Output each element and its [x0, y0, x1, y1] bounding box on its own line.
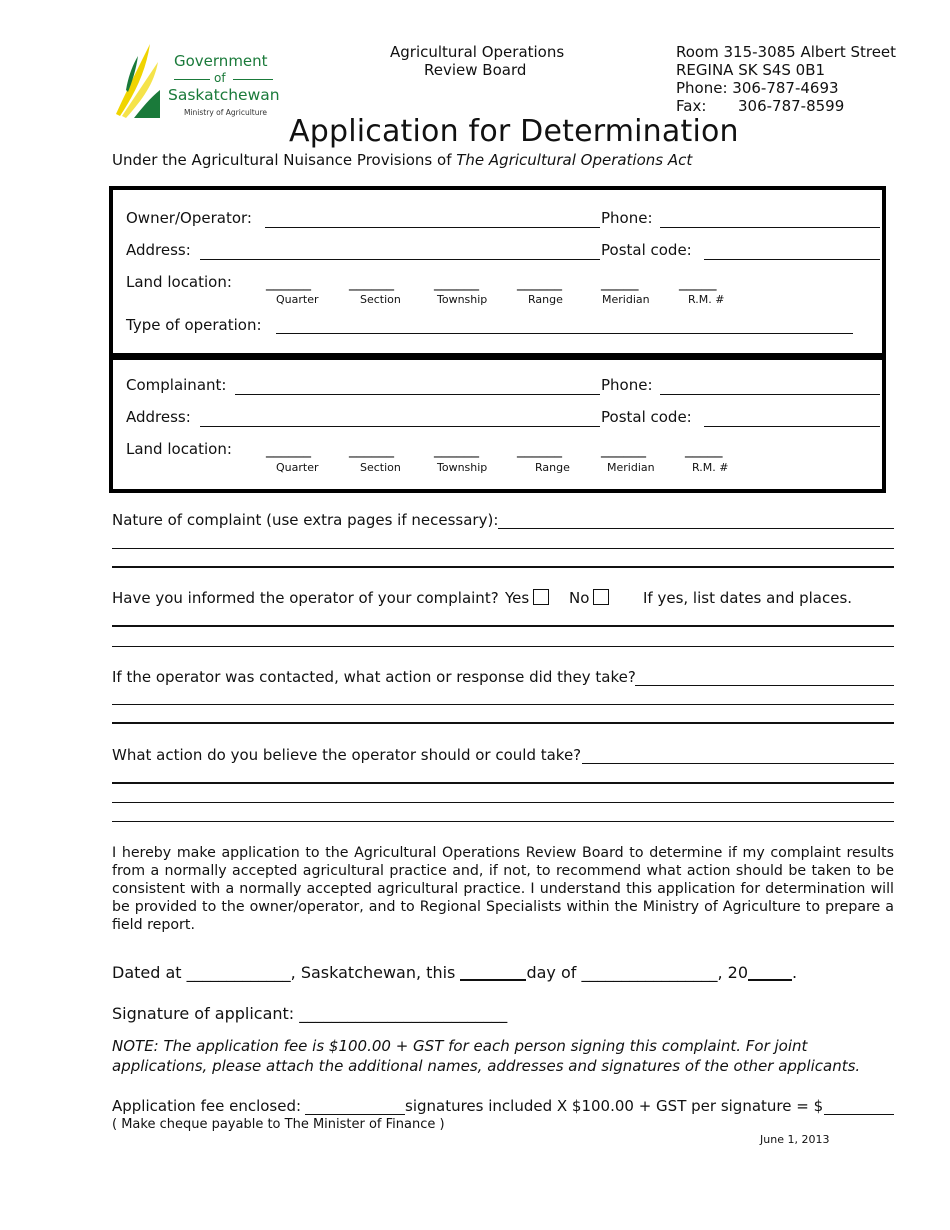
- signature-label: Signature of applicant:: [112, 1004, 295, 1023]
- owner-township-label: Township: [437, 293, 488, 306]
- owner-phone-label: Phone:: [601, 209, 653, 227]
- owner-section-input[interactable]: ______: [349, 273, 394, 291]
- dated-prefix: Dated at: [112, 963, 182, 982]
- dated-place-input[interactable]: _____________: [186, 963, 291, 982]
- response-input-line2[interactable]: [112, 704, 894, 705]
- revision-date: June 1, 2013: [760, 1133, 830, 1146]
- address-line1: Room 315-3085 Albert Street: [676, 43, 897, 61]
- fee-amount-input[interactable]: [305, 1114, 405, 1115]
- declaration-text: I hereby make application to the Agricultural Operations Review Board to determine if my complaint results from a normally accepted agricultural practice and, if not, to recommend what action should be taken to be consistent with a normally accepted agricultural practice. I understand this application for determination will be provided to the owner/operator, and to Regional Specialists within the Ministry of Agriculture to prepare a field report.: [112, 845, 894, 933]
- complainant-postal-input[interactable]: [704, 426, 880, 427]
- question-nature-of-complaint: Nature of complaint (use extra pages if necessary):: [112, 511, 499, 529]
- complainant-meridian-input[interactable]: ______: [601, 440, 646, 458]
- cheque-note: ( Make cheque payable to The Minister of Finance ): [112, 1117, 445, 1132]
- board-name-line1: Agricultural Operations: [390, 43, 565, 61]
- phone-number: Phone: 306-787-4693: [676, 79, 839, 97]
- owner-meridian-input[interactable]: _____: [601, 273, 639, 291]
- dated-line: [112, 963, 797, 982]
- owner-address-input[interactable]: [200, 259, 600, 260]
- fax-label: Fax:: [676, 97, 707, 115]
- subtitle-act: The Agricultural Operations Act: [456, 151, 693, 169]
- no-option[interactable]: [569, 589, 609, 607]
- complainant-rm-label: R.M. #: [692, 461, 729, 474]
- dated-day-of: day of: [526, 963, 577, 982]
- complainant-section-input[interactable]: ______: [349, 440, 394, 458]
- response-input-line1[interactable]: [635, 685, 894, 686]
- response-input-line3[interactable]: [112, 722, 894, 724]
- complainant-quarter-label: Quarter: [276, 461, 319, 474]
- no-checkbox[interactable]: [593, 589, 609, 605]
- yes-option[interactable]: [505, 589, 549, 607]
- complainant-phone-input[interactable]: [660, 394, 880, 395]
- address-line2: REGINA SK S4S 0B1: [676, 61, 826, 79]
- dated-saskatchewan: , Saskatchewan, this: [290, 963, 456, 982]
- action-input-line2[interactable]: [112, 782, 894, 784]
- owner-postal-label: Postal code:: [601, 241, 692, 259]
- owner-rm-input[interactable]: _____: [679, 273, 717, 291]
- logo-of: of: [214, 71, 226, 85]
- dates-input-line1[interactable]: [112, 625, 894, 627]
- action-input-line4[interactable]: [112, 821, 894, 822]
- complainant-township-label: Township: [437, 461, 488, 474]
- logo-divider-right: [233, 79, 273, 80]
- logo-government: Government: [174, 52, 268, 70]
- signature-input[interactable]: __________________________: [299, 1004, 508, 1023]
- complaint-input-line3[interactable]: [112, 566, 894, 568]
- dated-period: .: [792, 963, 798, 982]
- signature-line: [112, 1004, 507, 1023]
- complainant-phone-label: Phone:: [601, 376, 653, 394]
- complainant-range-label: Range: [535, 461, 570, 474]
- logo-saskatchewan: Saskatchewan: [168, 86, 280, 104]
- complainant-land-label: Land location:: [126, 440, 232, 458]
- fee-total-input[interactable]: [824, 1114, 894, 1115]
- owner-meridian-label: Meridian: [602, 293, 650, 306]
- complaint-input-line2[interactable]: [112, 548, 894, 549]
- complainant-range-input[interactable]: ______: [517, 440, 562, 458]
- action-input-line3[interactable]: [112, 802, 894, 803]
- complainant-label: Complainant:: [126, 376, 227, 394]
- owner-range-label: Range: [528, 293, 563, 306]
- owner-quarter-label: Quarter: [276, 293, 319, 306]
- owner-phone-input[interactable]: [660, 227, 880, 228]
- owner-postal-input[interactable]: [704, 259, 880, 260]
- owner-township-input[interactable]: ______: [434, 273, 479, 291]
- complainant-quarter-input[interactable]: ______: [266, 440, 311, 458]
- owner-range-input[interactable]: ______: [517, 273, 562, 291]
- operation-type-label: Type of operation:: [126, 316, 262, 334]
- board-name-line2: Review Board: [424, 61, 527, 79]
- owner-address-label: Address:: [126, 241, 191, 259]
- signatures-included-text: signatures included X $100.00 + GST per signature = $: [405, 1097, 824, 1115]
- owner-land-label: Land location:: [126, 273, 232, 291]
- owner-quarter-input[interactable]: ______: [266, 273, 311, 291]
- complainant-input[interactable]: [235, 394, 600, 395]
- dated-month-input[interactable]: _________________: [581, 963, 718, 982]
- complaint-input-line1[interactable]: [498, 528, 894, 529]
- question-suggested-action: What action do you believe the operator should or could take?: [112, 746, 582, 764]
- fee-note: NOTE: The application fee is $100.00 + GST for each person signing this complaint. For joint applications, please attach the additional names, addresses and signatures of the other applicants.: [112, 1037, 861, 1075]
- question-operator-response: If the operator was contacted, what action or response did they take?: [112, 668, 636, 686]
- subtitle-plain: Under the Agricultural Nuisance Provisions of: [112, 151, 457, 169]
- dates-places-instruction: If yes, list dates and places.: [643, 589, 853, 607]
- dates-input-line2[interactable]: [112, 646, 894, 647]
- fax-number: 306-787-8599: [738, 97, 845, 115]
- complainant-address-label: Address:: [126, 408, 191, 426]
- logo-ministry: Ministry of Agriculture: [184, 108, 268, 117]
- owner-section-label: Section: [360, 293, 401, 306]
- yes-checkbox[interactable]: [533, 589, 549, 605]
- dated-year-prefix: , 20: [717, 963, 749, 982]
- logo: [112, 40, 282, 122]
- complainant-postal-label: Postal code:: [601, 408, 692, 426]
- complainant-rm-input[interactable]: _____: [685, 440, 723, 458]
- complainant-section: [109, 353, 886, 493]
- fee-enclosed-label: Application fee enclosed:: [112, 1097, 302, 1115]
- no-label: No: [569, 589, 590, 607]
- dated-day-input[interactable]: [460, 965, 526, 981]
- yes-label: Yes: [505, 589, 530, 607]
- owner-label: Owner/Operator:: [126, 209, 252, 227]
- dated-year-input[interactable]: [748, 965, 792, 981]
- owner-input[interactable]: [265, 227, 600, 228]
- complainant-township-input[interactable]: ______: [434, 440, 479, 458]
- question-informed-operator: Have you informed the operator of your complaint?: [112, 589, 499, 607]
- action-input-line1[interactable]: [582, 763, 894, 764]
- wheat-logo-icon: [112, 40, 172, 120]
- complainant-meridian-label: Meridian: [607, 461, 655, 474]
- operation-type-input[interactable]: [276, 333, 853, 334]
- subtitle: [112, 151, 692, 169]
- complainant-address-input[interactable]: [200, 426, 600, 427]
- owner-rm-label: R.M. #: [688, 293, 725, 306]
- complainant-section-label: Section: [360, 461, 401, 474]
- page-title: Application for Determination: [289, 114, 739, 149]
- logo-divider-left: [174, 79, 210, 80]
